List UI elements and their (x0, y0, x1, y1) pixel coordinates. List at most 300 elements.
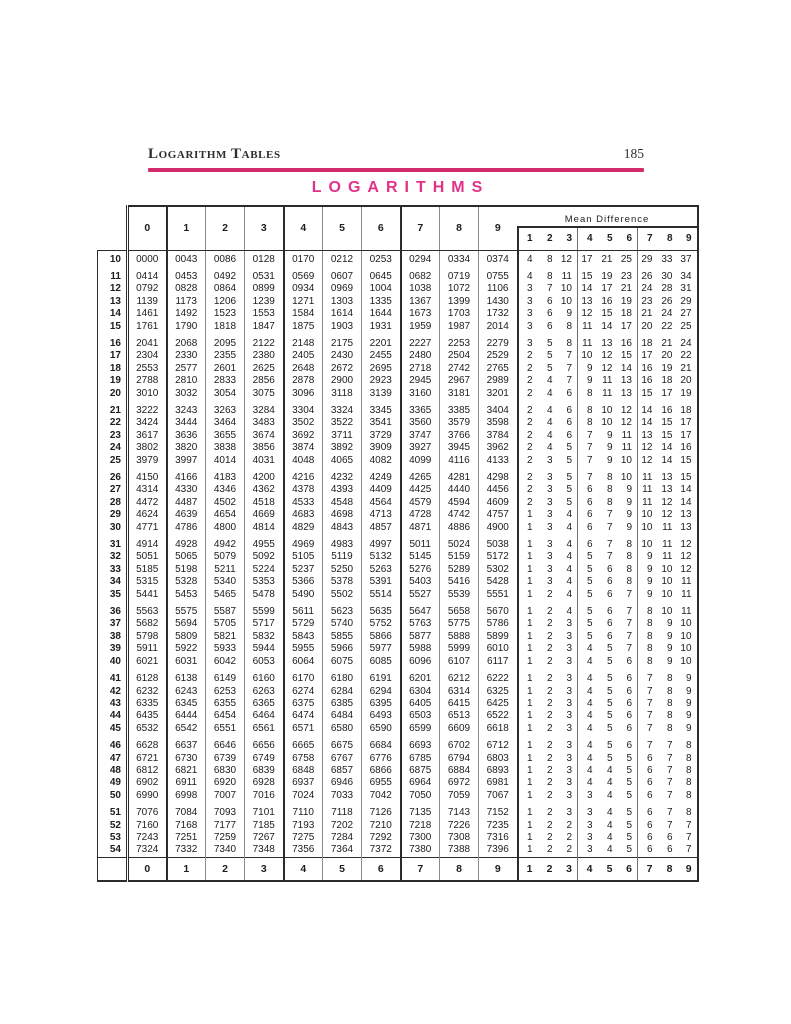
log-value: 4548 (323, 497, 362, 509)
log-value: 6345 (167, 698, 206, 710)
log-value: 4942 (206, 534, 245, 551)
mean-diff-value: 3 (566, 807, 572, 819)
mean-diff-value: 10 (678, 656, 698, 668)
log-value: 6444 (167, 710, 206, 722)
log-value: 4757 (479, 509, 518, 521)
row-group (98, 400, 698, 467)
mean-diff-value: 19 (661, 362, 673, 374)
mean-diff-value: 2 (546, 588, 553, 600)
log-value: 3674 (245, 430, 284, 442)
log-value: 3962 (479, 442, 518, 454)
log-value: 1492 (167, 308, 206, 320)
mean-diff-value: 5 (566, 484, 572, 496)
mean-diff-value: 6 (546, 308, 553, 320)
log-value: 6656 (245, 735, 284, 752)
mean-diff-value: 3 (546, 521, 553, 533)
log-value: 2553 (136, 362, 159, 374)
md-header-7: 7 (638, 227, 658, 250)
mean-diff-value: 5 (606, 685, 613, 697)
table-row-12 (98, 283, 698, 295)
log-value: 0492 (206, 266, 245, 283)
mean-diff-value: 4 (566, 551, 572, 563)
log-value: 4983 (323, 534, 362, 551)
log-value: 6955 (362, 777, 401, 789)
log-value: 4166 (167, 467, 206, 484)
log-value: 4728 (401, 509, 440, 521)
log-value: 2788 (136, 375, 159, 387)
log-value: 4150 (136, 472, 159, 483)
mean-diff-value: 1 (518, 656, 538, 668)
log-value: 6794 (440, 753, 479, 765)
log-value: 0253 (362, 250, 401, 266)
mean-diff-value: 10 (620, 454, 632, 466)
table-row-49 (98, 777, 698, 789)
mean-diff-value: 8 (666, 697, 673, 709)
row-label: 46 (98, 735, 128, 752)
log-value: 1959 (401, 321, 440, 333)
log-value: 1847 (245, 321, 284, 333)
mean-diff-value: 8 (678, 753, 698, 765)
row-label: 45 (98, 723, 128, 735)
mean-diff-value: 9 (606, 429, 613, 441)
mean-diff-value: 17 (620, 320, 632, 332)
log-value: 6454 (206, 710, 245, 722)
mean-diff-value: 16 (638, 363, 658, 375)
mean-diff-value: 1 (518, 802, 538, 819)
log-value: 3385 (440, 400, 479, 417)
mean-diff-value: 6 (606, 630, 613, 642)
footer-col-header: 4 (284, 857, 323, 881)
mean-diff-value: 5 (566, 442, 572, 454)
log-value: 1732 (479, 308, 518, 320)
mean-diff-value: 2 (518, 400, 538, 417)
table-row-44 (98, 710, 698, 722)
mean-diff-value: 21 (678, 363, 698, 375)
log-value: 4183 (206, 467, 245, 484)
log-value: 7372 (362, 844, 401, 857)
log-value: 1931 (362, 321, 401, 333)
row-label: 26 (98, 467, 128, 484)
mean-diff-value: 11 (662, 521, 673, 533)
log-value: 5159 (440, 551, 479, 563)
mean-diff-value: 5 (566, 454, 572, 466)
log-value: 5011 (401, 534, 440, 551)
mean-diff-value: 2 (546, 807, 553, 819)
log-value: 6551 (206, 723, 245, 735)
mean-diff-value: 3 (546, 484, 553, 496)
log-value: 4265 (401, 467, 440, 484)
mean-diff-value: 4 (566, 588, 572, 600)
log-value: 7143 (440, 802, 479, 819)
table-row-17 (98, 350, 698, 362)
mean-diff-value: 8 (638, 643, 658, 655)
mean-diff-value: 9 (678, 710, 698, 722)
mean-diff-value: 3 (578, 802, 598, 819)
mean-diff-value: 2 (546, 630, 553, 642)
mean-diff-value: 4 (566, 509, 572, 521)
mean-diff-value: 6 (606, 618, 613, 630)
mean-diff-value: 6 (626, 740, 632, 752)
log-value: 2672 (323, 363, 362, 375)
mean-diff-value: 2 (518, 417, 538, 429)
log-value: 3579 (440, 417, 479, 429)
log-value: 3747 (401, 430, 440, 442)
log-value: 2967 (440, 375, 479, 387)
mean-diff-value: 11 (678, 601, 698, 618)
log-value: 0828 (167, 283, 206, 295)
mean-diff-value: 1 (518, 735, 538, 752)
mean-diff-value: 10 (601, 404, 613, 416)
log-value: 6981 (479, 777, 518, 789)
log-value: 5551 (479, 589, 518, 601)
mean-diff-value: 1 (518, 710, 538, 722)
mean-diff-value: 12 (560, 253, 572, 265)
log-value: 4362 (245, 484, 284, 496)
mean-diff-value: 3 (518, 283, 538, 295)
log-value: 6739 (206, 753, 245, 765)
table-row-35 (98, 589, 698, 601)
log-value: 6222 (479, 668, 518, 685)
mean-diff-value: 2 (518, 455, 538, 467)
table-row-30 (98, 522, 698, 534)
log-value: 0212 (323, 250, 362, 266)
footer-col-header: 2 (206, 857, 245, 881)
mean-diff-value: 24 (678, 333, 698, 350)
log-value: 5705 (206, 618, 245, 630)
row-label: 30 (98, 522, 128, 534)
row-label: 15 (98, 321, 128, 333)
log-value: 5024 (440, 534, 479, 551)
mean-diff-value: 9 (678, 686, 698, 698)
mean-diff-value: 15 (620, 350, 632, 362)
log-value: 7235 (479, 820, 518, 832)
log-value: 6484 (323, 710, 362, 722)
row-label: 23 (98, 430, 128, 442)
log-value: 7316 (479, 832, 518, 844)
table-row-33 (98, 564, 698, 576)
mean-diff-value: 11 (662, 539, 673, 551)
log-value: 4456 (479, 484, 518, 496)
mean-diff-value: 3 (546, 539, 553, 551)
mean-diff-value: 1 (518, 832, 538, 844)
row-label: 18 (98, 363, 128, 375)
log-value: 5132 (362, 551, 401, 563)
mean-diff-value: 20 (638, 321, 658, 333)
mean-diff-value: 5 (626, 789, 632, 801)
mean-diff-value: 19 (601, 270, 613, 282)
log-value: 2577 (167, 363, 206, 375)
log-value: 5465 (206, 589, 245, 601)
log-value: 6160 (245, 668, 284, 685)
mean-diff-value: 7 (566, 362, 572, 374)
row-label: 29 (98, 509, 128, 521)
mean-diff-value: 8 (626, 563, 632, 575)
col-header-8: 8 (440, 206, 479, 250)
log-value: 2014 (479, 321, 518, 333)
log-value: 0374 (479, 250, 518, 266)
row-label: 17 (98, 350, 128, 362)
row-label: 44 (98, 710, 128, 722)
log-value: 0569 (284, 266, 323, 283)
col-header-2: 2 (206, 206, 245, 250)
log-value: 4346 (206, 484, 245, 496)
log-value: 0864 (206, 283, 245, 295)
mean-diff-value: 1 (518, 589, 538, 601)
mean-diff-value: 6 (566, 417, 572, 429)
log-value: 6675 (323, 735, 362, 752)
log-value: 3483 (245, 417, 284, 429)
mean-diff-value: 3 (566, 618, 572, 630)
log-value: 6637 (167, 735, 206, 752)
row-group (98, 601, 698, 668)
row-label: 54 (98, 844, 128, 857)
log-value: 5740 (323, 618, 362, 630)
log-value: 6085 (362, 656, 401, 668)
mean-diff-value: 9 (666, 643, 673, 655)
log-value: 7110 (284, 802, 323, 819)
footer-md-header: 1 (518, 857, 538, 881)
footer-md-header: 7 (638, 857, 658, 881)
table-row-40 (98, 656, 698, 668)
mean-diff-value: 5 (606, 673, 613, 685)
md-header-5: 5 (598, 227, 618, 250)
table-row-19 (98, 375, 698, 387)
log-value: 5977 (362, 643, 401, 655)
log-value: 1790 (167, 321, 206, 333)
mean-diff-value: 4 (566, 606, 572, 618)
log-value: 6920 (206, 777, 245, 789)
row-group (98, 250, 698, 266)
mean-diff-value: 9 (606, 442, 613, 454)
log-value: 5966 (323, 643, 362, 655)
col-header-1: 1 (167, 206, 206, 250)
mean-diff-value: 19 (678, 388, 698, 400)
mean-diff-value: 11 (678, 576, 698, 588)
mean-diff-value: 21 (638, 308, 658, 320)
log-value: 7042 (362, 790, 401, 802)
log-value: 5999 (440, 643, 479, 655)
log-value: 7324 (136, 844, 159, 856)
mean-diff-value: 3 (518, 296, 538, 308)
mean-diff-value: 6 (578, 484, 598, 496)
log-value: 3541 (362, 417, 401, 429)
mean-diff-value: 1 (518, 643, 538, 655)
col-header-6: 6 (362, 206, 401, 250)
log-value: 3160 (401, 388, 440, 400)
log-value: 1271 (284, 296, 323, 308)
log-value: 1399 (440, 296, 479, 308)
log-value: 7243 (136, 831, 159, 843)
mean-diff-value: 14 (661, 442, 673, 454)
mean-diff-value: 8 (626, 539, 632, 551)
col-header-3: 3 (245, 206, 284, 250)
log-value: 6375 (284, 698, 323, 710)
mean-diff-value: 3 (566, 643, 572, 655)
mean-diff-value: 25 (620, 253, 632, 265)
log-value: 7152 (479, 802, 518, 819)
log-value: 5478 (245, 589, 284, 601)
log-value: 1139 (136, 295, 158, 307)
mean-diff-value: 6 (566, 429, 572, 441)
mean-diff-value: 9 (578, 375, 598, 387)
mean-diff-value: 3 (566, 630, 572, 642)
log-value: 6857 (323, 765, 362, 777)
mean-diff-value: 21 (661, 337, 673, 349)
log-value: 6542 (167, 723, 206, 735)
log-value: 7251 (167, 832, 206, 844)
log-value: 3118 (323, 388, 362, 400)
log-value: 7093 (206, 802, 245, 819)
log-value: 6474 (284, 710, 323, 722)
log-value: 6243 (167, 686, 206, 698)
row-label: 43 (98, 698, 128, 710)
log-value: 7364 (323, 844, 362, 857)
mean-diff-value: 16 (661, 404, 673, 416)
mean-diff-value: 9 (678, 698, 698, 710)
mean-diff-value: 31 (678, 283, 698, 295)
log-value: 1106 (479, 283, 518, 295)
mean-diff-value: 4 (578, 643, 598, 655)
log-value: 1303 (323, 296, 362, 308)
mean-diff-value: 3 (546, 551, 553, 563)
mean-diff-value: 8 (678, 802, 698, 819)
log-value: 5490 (284, 589, 323, 601)
log-value: 0969 (323, 283, 362, 295)
log-value: 1584 (284, 308, 323, 320)
log-value: 3032 (167, 388, 206, 400)
log-value: 5563 (136, 606, 159, 618)
log-value: 6902 (136, 777, 159, 789)
log-value: 5185 (136, 563, 159, 575)
mean-diff-value: 3 (578, 844, 598, 857)
log-value: 6571 (284, 723, 323, 735)
log-value: 5855 (323, 631, 362, 643)
log-value: 6464 (245, 710, 284, 722)
mean-diff-value: 8 (578, 400, 598, 417)
log-value: 0607 (323, 266, 362, 283)
log-value: 6274 (284, 686, 323, 698)
log-value: 6532 (136, 722, 159, 734)
log-value: 3692 (284, 430, 323, 442)
log-value: 2695 (362, 363, 401, 375)
mean-diff-value: 14 (638, 400, 658, 417)
log-value: 0043 (167, 250, 206, 266)
log-value: 2122 (245, 333, 284, 350)
mean-diff-value: 6 (626, 673, 632, 685)
mean-diff-value: 3 (546, 563, 553, 575)
log-value: 5416 (440, 576, 479, 588)
table-row-47 (98, 753, 698, 765)
log-value: 5888 (440, 631, 479, 643)
mean-diff-value: 3 (566, 740, 572, 752)
log-value: 5587 (206, 601, 245, 618)
mean-diff-value: 9 (578, 363, 598, 375)
mean-diff-value: 5 (566, 496, 572, 508)
mean-diff-value: 11 (602, 387, 613, 399)
log-value: 7118 (323, 802, 362, 819)
mean-diff-value: 6 (578, 522, 598, 534)
mean-diff-value: 5 (578, 618, 598, 630)
log-value: 5065 (167, 551, 206, 563)
mean-diff-value: 2 (546, 643, 553, 655)
log-value: 5682 (136, 618, 159, 630)
log-value: 5198 (167, 564, 206, 576)
mean-diff-value: 7 (626, 643, 632, 655)
md-header-1: 1 (518, 227, 538, 250)
log-value: 5729 (284, 618, 323, 630)
log-value: 6848 (284, 765, 323, 777)
row-group (98, 802, 698, 857)
mean-diff-value: 6 (578, 509, 598, 521)
footer-md-header: 8 (658, 857, 678, 881)
mean-diff-value: 8 (546, 253, 553, 265)
log-value: 3892 (323, 442, 362, 454)
log-value: 6972 (440, 777, 479, 789)
log-value: 6928 (245, 777, 284, 789)
mean-diff-value: 10 (620, 472, 632, 483)
mean-diff-value: 2 (518, 442, 538, 454)
log-value: 5623 (323, 601, 362, 618)
log-value: 1673 (401, 308, 440, 320)
log-value: 5051 (136, 551, 159, 563)
log-value: 3181 (440, 388, 479, 400)
log-value: 6335 (136, 697, 159, 709)
log-value: 2279 (479, 333, 518, 350)
log-value: 7050 (401, 790, 440, 802)
log-value: 5821 (206, 631, 245, 643)
mean-diff-value: 14 (678, 497, 698, 509)
mean-diff-value: 14 (661, 454, 673, 466)
log-value: 3222 (136, 404, 159, 416)
mean-diff-value: 2 (546, 606, 553, 618)
log-value: 5944 (245, 643, 284, 655)
log-value: 4669 (245, 509, 284, 521)
mean-diff-value: 5 (578, 601, 598, 618)
row-label: 36 (98, 601, 128, 618)
mean-diff-value: 11 (621, 429, 632, 441)
mean-diff-value: 2 (546, 789, 553, 801)
mean-diff-value: 23 (638, 296, 658, 308)
mean-diff-value: 5 (606, 643, 613, 655)
log-value: 0934 (284, 283, 323, 295)
log-value: 6964 (401, 777, 440, 789)
log-value: 7067 (479, 790, 518, 802)
log-value: 1875 (284, 321, 323, 333)
log-value: 6503 (401, 710, 440, 722)
table-row-23 (98, 430, 698, 442)
log-value: 3502 (284, 417, 323, 429)
mean-diff-value: 1 (518, 631, 538, 643)
mean-diff-value: 1 (518, 509, 538, 521)
mean-diff-value: 7 (678, 844, 698, 857)
log-value: 7356 (284, 844, 323, 857)
md-header-2: 2 (538, 227, 558, 250)
log-value: 5079 (206, 551, 245, 563)
log-value: 5224 (245, 564, 284, 576)
mean-diff-value: 7 (578, 467, 598, 484)
log-value: 5263 (362, 564, 401, 576)
log-value: 0531 (245, 266, 284, 283)
mean-diff-value: 10 (578, 350, 598, 362)
mean-diff-value: 5 (578, 589, 598, 601)
mean-diff-value: 27 (678, 308, 698, 320)
mean-diff-value: 4 (578, 668, 598, 685)
log-value: 4800 (206, 522, 245, 534)
mean-diff-value: 18 (638, 333, 658, 350)
log-value: 5832 (245, 631, 284, 643)
log-value: 6053 (245, 656, 284, 668)
log-value: 2923 (362, 375, 401, 387)
